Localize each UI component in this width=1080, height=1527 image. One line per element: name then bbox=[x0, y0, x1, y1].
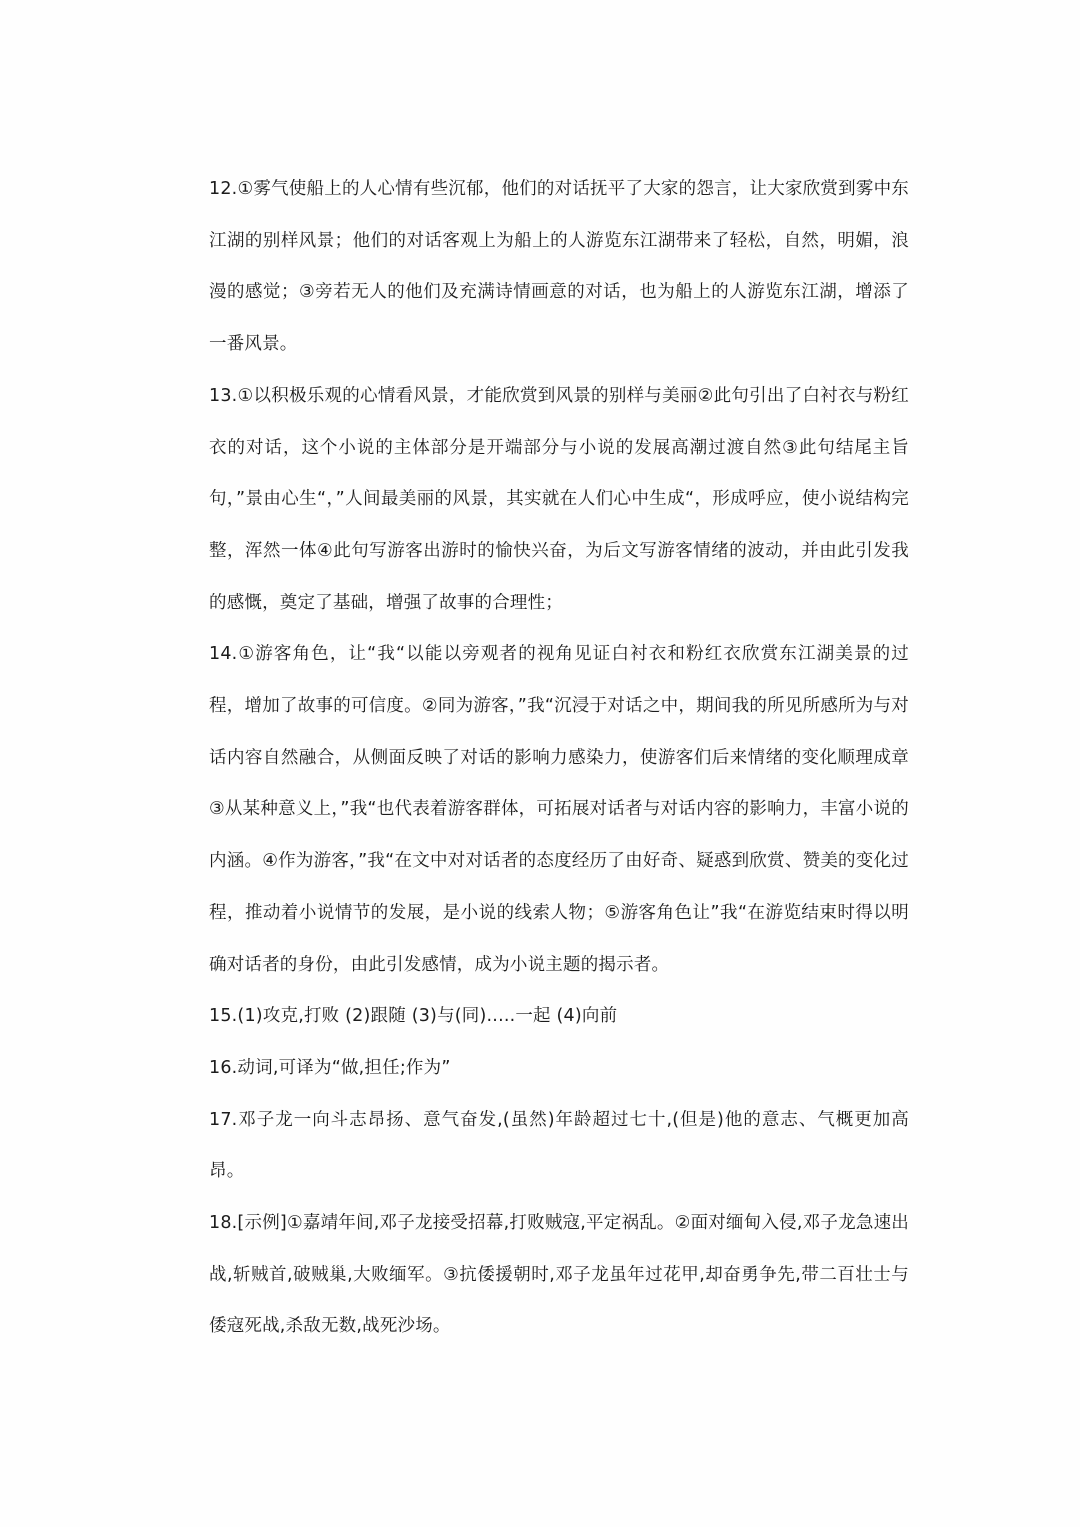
answer-13: 13.①以积极乐观的心情看风景，才能欣赏到风景的别样与美丽②此句引出了白衬衣与粉红衣的对话，这个小说的主体部分是开端部分与小说的发展高潮过渡自然③此句结尾主旨句，”景由心生“，”人间最美丽的风景，其实就在人们心中生成“，形成呼应，使小说结构完整，浑然一体④此句写游客出游时的愉快兴奋，为后文写游客情绪的波动，并由此引发我的感慨，奠定了基础，增强了故事的合理性； bbox=[209, 385, 909, 613]
answer-17: 17.邓子龙一向斗志昂扬、意气奋发,(虽然)年龄超过七十,(但是)他的意志、气概更加高昂。 bbox=[209, 1109, 909, 1182]
answer-12: 12.①雾气使船上的人心情有些沉郁，他们的对话抚平了大家的怨言，让大家欣赏到雾中东江湖的别样风景；他们的对话客观上为船上的人游览东江湖带来了轻松，自然，明媚，浪漫的感觉；③旁若无人的他们及充满诗情画意的对话，也为船上的人游览东江湖，增添了一番风景。 bbox=[209, 179, 909, 355]
answer-18: 18.[示例]①嘉靖年间,邓子龙接受招幕,打败贼寇,平定祸乱。②面对缅甸入侵,邓子龙急速出战,斩贼首,破贼巢,大败缅军。③抗倭援朝时,邓子龙虽年过花甲,却奋勇争先,带二百壮士与倭寇死战,杀敌无数,战死沙场。 bbox=[209, 1213, 909, 1337]
answer-15: 15.(1)攻克,打败 (2)跟随 (3)与(同).....一起 (4)向前 bbox=[209, 1006, 618, 1027]
answer-16: 16.动词,可译为“做,担任;作为” bbox=[209, 1057, 451, 1078]
answer-list bbox=[209, 164, 909, 1353]
answer-14: 14.①游客角色，让“我“以能以旁观者的视角见证白衬衣和粉红衣欣赏东江湖美景的过程，增加了故事的可信度。②同为游客，”我“沉浸于对话之中，期间我的所见所感所为与对话内容自然融合，从侧面反映了对话的影响力感染力，使游客们后来情绪的变化顺理成章③从某种意义上，”我“也代表着游客群体，可拓展对话者与对话内容的影响力，丰富小说的内涵。④作为游客，”我“在文中对对话者的态度经历了由好奇、疑惑到欣赏、赞美的变化过程，推动着小说情节的发展，是小说的线索人物；⑤游客角色让”我“在游览结束时得以明确对话者的身份，由此引发感情，成为小说主题的揭示者。 bbox=[209, 644, 909, 975]
